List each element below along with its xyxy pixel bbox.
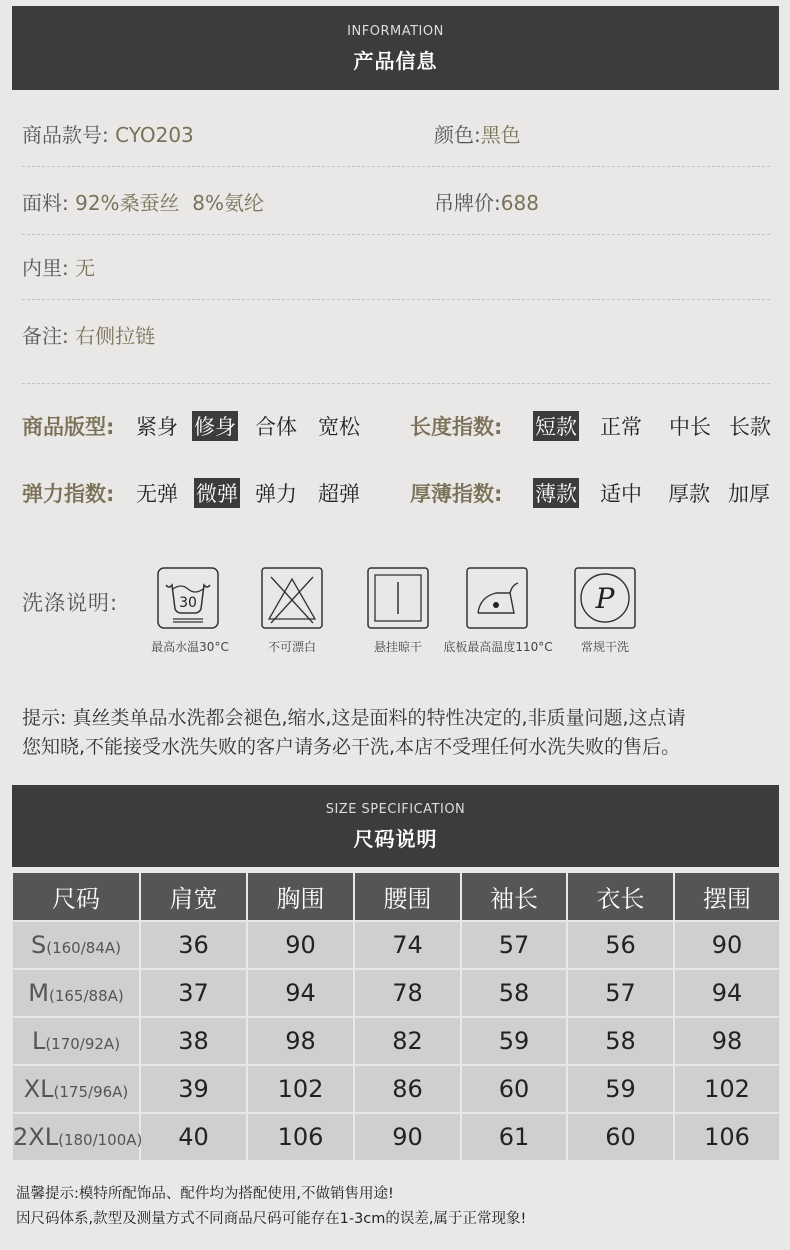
table-cell: 61: [461, 1113, 567, 1161]
table-cell: 37: [140, 969, 247, 1017]
wash-caption: 最高水温30°C: [151, 640, 229, 654]
care-note-line1: 提示: 真丝类单品水洗都会褪色,缩水,这是面料的特性决定的,非质量问题,这点请: [22, 707, 686, 729]
header-cell: 尺码: [12, 872, 140, 921]
size-cell: [12, 1065, 140, 1113]
table-cell: 74: [354, 921, 461, 969]
stretch-option: 弹力: [255, 482, 297, 506]
divider: [22, 299, 770, 300]
table-cell: 98: [674, 1017, 780, 1065]
product-info-banner: [12, 6, 779, 90]
table-row: [12, 969, 780, 1017]
wash-30-icon: [157, 567, 219, 629]
fit-option: 合体: [255, 415, 297, 439]
wash-caption: 悬挂晾干: [373, 640, 422, 654]
info-row-remark: [22, 320, 770, 349]
size-spec: (170/92A): [45, 1035, 121, 1053]
care-note-line2: 您知晓,不能接受水洗失败的客户请务必干洗,本店不受理任何水洗失败的售后。: [22, 736, 681, 758]
fit-option: 紧身: [136, 415, 178, 439]
table-cell: 56: [567, 921, 674, 969]
size-code: XL: [23, 1075, 54, 1103]
table-cell: 58: [461, 969, 567, 1017]
thickness-label: 厚薄指数:: [410, 482, 503, 506]
header-cell: 摆围: [674, 872, 780, 921]
size-table-header: [12, 872, 780, 921]
table-cell: 94: [247, 969, 354, 1017]
length-option: 短款: [533, 411, 579, 441]
divider: [22, 383, 770, 384]
thickness-option: 薄款: [533, 478, 579, 508]
banner-size-cn: 尺码说明: [353, 827, 438, 851]
model-value: CYO203: [115, 123, 194, 147]
table-cell: 60: [567, 1113, 674, 1161]
table-cell: 90: [354, 1113, 461, 1161]
table-cell: 78: [354, 969, 461, 1017]
size-table: [11, 871, 781, 1162]
size-code: M: [28, 979, 49, 1007]
table-cell: 57: [461, 921, 567, 969]
no-bleach-icon: [261, 567, 323, 629]
dry-clean-letter: P: [595, 582, 615, 615]
size-spec-banner: [12, 785, 779, 867]
wash-caption: 底板最高温度110°C: [443, 640, 553, 654]
color-label: 颜色:: [434, 123, 481, 147]
info-row-fabric: [22, 187, 770, 216]
fit-option: 修身: [192, 411, 238, 441]
header-cell: 肩宽: [140, 872, 247, 921]
stretch-option: 超弹: [318, 482, 360, 506]
wash-caption: 不可漂白: [267, 640, 316, 654]
index-row-2: [22, 478, 782, 508]
header-cell: 胸围: [247, 872, 354, 921]
table-cell: 59: [461, 1017, 567, 1065]
header-cell: 腰围: [354, 872, 461, 921]
table-cell: 106: [674, 1113, 780, 1161]
size-cell: [12, 1017, 140, 1065]
table-cell: 39: [140, 1065, 247, 1113]
banner-info-en: INFORMATION: [347, 24, 444, 39]
table-row: [12, 921, 780, 969]
lining-label: 内里:: [22, 256, 69, 280]
table-cell: 82: [354, 1017, 461, 1065]
table-cell: 38: [140, 1017, 247, 1065]
table-row: [12, 1065, 780, 1113]
wash-label: 洗涤说明:: [22, 591, 119, 615]
table-cell: 90: [247, 921, 354, 969]
table-cell: 40: [140, 1113, 247, 1161]
table-cell: 90: [674, 921, 780, 969]
table-cell: 59: [567, 1065, 674, 1113]
wash-temp-text: 30: [179, 595, 197, 611]
divider: [22, 234, 770, 235]
size-cell: [12, 1113, 143, 1161]
care-note: [22, 704, 774, 762]
color-field: [434, 119, 521, 148]
table-cell: 94: [674, 969, 780, 1017]
length-option: 中长: [669, 415, 711, 439]
header-cell: 衣长: [567, 872, 674, 921]
table-cell: 98: [247, 1017, 354, 1065]
remark-label: 备注:: [22, 324, 69, 348]
table-cell: 86: [354, 1065, 461, 1113]
price-label: 吊牌价:: [434, 191, 501, 215]
length-option: 正常: [600, 415, 642, 439]
color-value: 黑色: [480, 123, 521, 147]
info-row-lining: [22, 252, 770, 281]
size-spec: (160/84A): [46, 939, 121, 957]
remark-value: 右侧拉链: [75, 324, 156, 348]
stretch-option: 无弹: [136, 482, 178, 506]
lining-value: 无: [75, 256, 96, 280]
banner-size-en: SIZE SPECIFICATION: [325, 802, 466, 817]
thickness-option: 适中: [600, 482, 642, 506]
size-code: L: [31, 1027, 46, 1055]
size-spec: (180/100A): [58, 1131, 143, 1149]
table-cell: 58: [567, 1017, 674, 1065]
table-cell: 106: [247, 1113, 354, 1161]
length-option: 长款: [729, 415, 771, 439]
size-cell: [12, 921, 140, 969]
table-row: [12, 1113, 780, 1161]
footnote-line1: 温馨提示:模特所配饰品、配件均为搭配使用,不做销售用途!: [16, 1186, 394, 1202]
table-cell: 102: [674, 1065, 780, 1113]
size-cell: [12, 969, 140, 1017]
table-cell: 60: [461, 1065, 567, 1113]
length-label: 长度指数:: [410, 415, 503, 439]
fit-label: 商品版型:: [22, 415, 115, 439]
size-code: 2XL: [13, 1123, 59, 1151]
price-field: [434, 187, 539, 216]
banner-info-cn: 产品信息: [353, 49, 438, 73]
footnote-line2: 因尺码体系,款型及测量方式不同商品尺码可能存在1-3cm的误差,属于正常现象!: [16, 1211, 527, 1227]
thickness-option: 加厚: [728, 482, 770, 506]
table-cell: 102: [247, 1065, 354, 1113]
model-label: 商品款号:: [22, 123, 109, 147]
stretch-label: 弹力指数:: [22, 482, 115, 506]
dry-clean-p-icon: [574, 567, 636, 629]
table-cell: 36: [140, 921, 247, 969]
iron-icon: [466, 567, 528, 629]
fabric-value: 92%桑蚕丝 8%氨纶: [75, 191, 265, 215]
table-row: [12, 1017, 780, 1065]
size-spec: (165/88A): [48, 987, 124, 1005]
wash-caption: 常规干洗: [580, 640, 629, 654]
fit-option: 宽松: [318, 415, 360, 439]
table-cell: 57: [567, 969, 674, 1017]
index-row-1: [22, 411, 782, 441]
thickness-option: 厚款: [668, 482, 710, 506]
fabric-label: 面料:: [22, 191, 69, 215]
hang-dry-icon: [367, 567, 429, 629]
divider: [22, 166, 770, 167]
info-row-model: [22, 119, 770, 148]
price-value: 688: [500, 191, 539, 215]
size-spec: (175/96A): [53, 1083, 129, 1101]
header-cell: 袖长: [461, 872, 567, 921]
size-code: S: [31, 931, 47, 959]
stretch-option: 微弹: [194, 478, 240, 508]
